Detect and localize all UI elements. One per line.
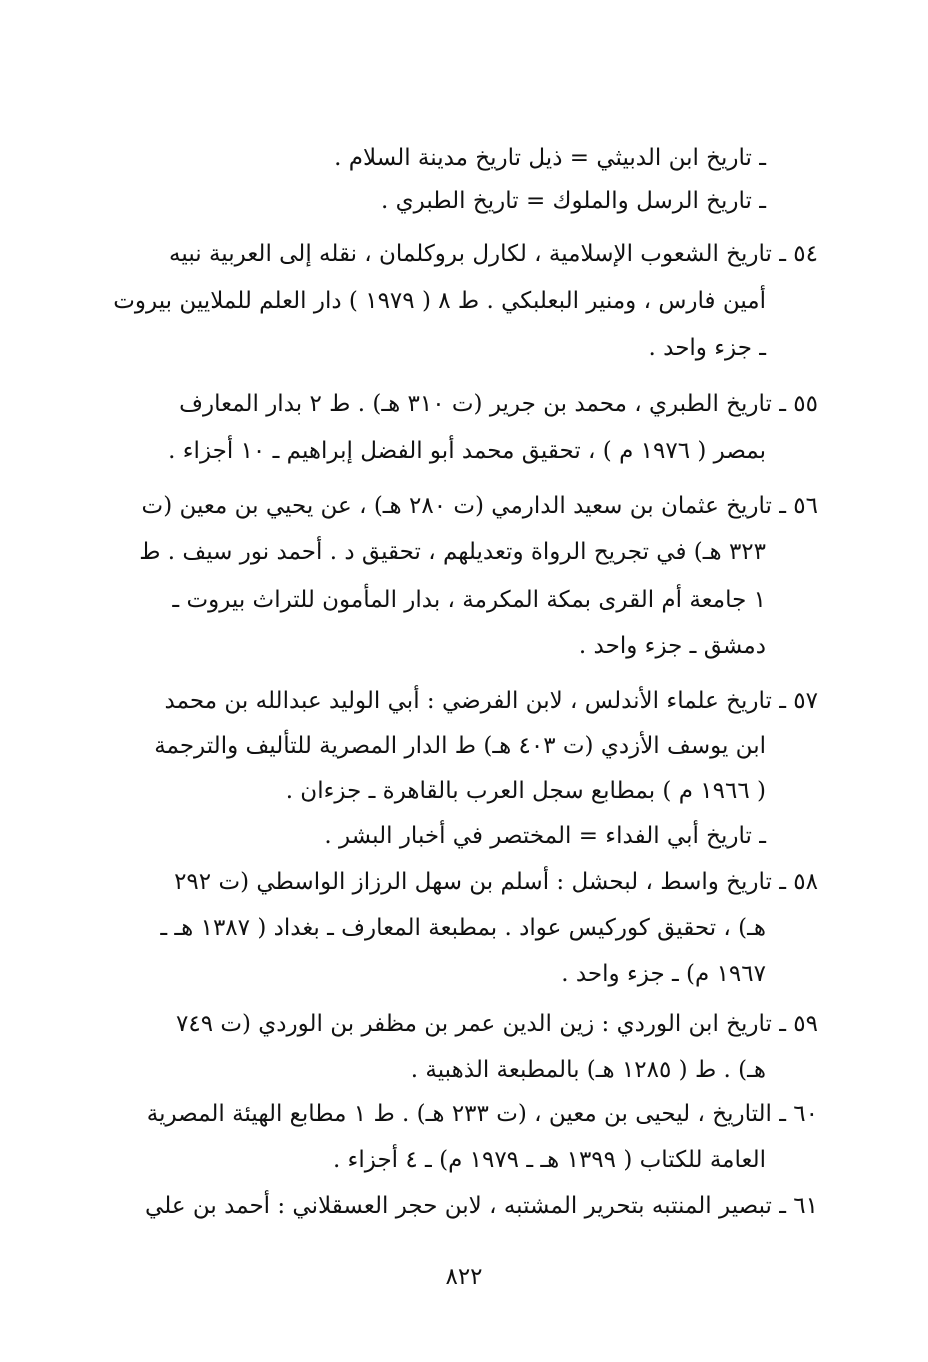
text-line: ٦١ ـ تبصير المنتبه بتحرير المشتبه ، لابن حجر العسقلاني : أحمد بن علي bbox=[145, 1193, 818, 1219]
text-line: ٥٦ ـ تاريخ عثمان بن سعيد الدارمي (ت ٢٨٠ هـ) ، عن يحيي بن معين (ت bbox=[141, 493, 818, 519]
text-line: هـ) . ط ( ١٢٨٥ هـ) بالمطبعة الذهبية . bbox=[410, 1057, 766, 1083]
text-line: ٥٥ ـ تاريخ الطبري ، محمد بن جرير (ت ٣١٠ هـ) . ط ٢ بدار المعارف bbox=[179, 391, 818, 417]
text-line: ٣٢٣ هـ) في تجريح الرواة وتعديلهم ، تحقيق د . أحمد نور سيف . ط bbox=[139, 539, 766, 565]
text-line: ابن يوسف الأزدي (ت ٤٠٣ هـ) ط الدار المصرية للتأليف والترجمة bbox=[154, 733, 766, 759]
text-line: أمين فارس ، ومنير البعلبكي . ط ٨ ( ١٩٧٩ ) دار العلم للملايين بيروت bbox=[113, 288, 766, 314]
text-line: ٦٠ ـ التاريخ ، ليحيى بن معين ، (ت ٢٣٣ هـ) . ط ١ مطابع الهيئة المصرية bbox=[146, 1101, 818, 1127]
text-line: ٥٨ ـ تاريخ واسط ، لبحشل : أسلم بن سهل الرزاز الواسطي (ت ٢٩٢ bbox=[174, 869, 818, 895]
text-line: ١ جامعة أم القرى بمكة المكرمة ، بدار المأمون للتراث بيروت ـ bbox=[172, 587, 766, 613]
text-line: العامة للكتاب ( ١٣٩٩ هـ ـ ١٩٧٩ م) ـ ٤ أجزاء . bbox=[332, 1147, 766, 1173]
text-line: ـ تاريخ أبي الفداء = المختصر في أخبار البشر . bbox=[324, 823, 766, 849]
text-line: ـ تاريخ ابن الدبيثي = ذيل تاريخ مدينة السلام . bbox=[334, 145, 766, 171]
text-line: ٥٩ ـ تاريخ ابن الوردي : زين الدين عمر بن مظفر بن الوردي (ت ٧٤٩ bbox=[175, 1011, 818, 1037]
text-line: ١٩٦٧ م) ـ جزء واحد . bbox=[561, 961, 766, 987]
text-line: ٥٤ ـ تاريخ الشعوب الإسلامية ، لكارل بروكلمان ، نقله إلى العربية نبيه bbox=[169, 241, 818, 267]
text-line: بمصر ( ١٩٧٦ م ) ، تحقيق محمد أبو الفضل إبراهيم ـ ١٠ أجزاء . bbox=[168, 438, 766, 464]
text-line: هـ) ، تحقيق كوركيس عواد . بمطبعة المعارف ـ بغداد ( ١٣٨٧ هـ ـ bbox=[160, 915, 766, 941]
text-line: دمشق ـ جزء واحد . bbox=[578, 633, 766, 659]
text-line: ( ١٩٦٦ م ) بمطابع سجل العرب بالقاهرة ـ جزءان . bbox=[285, 778, 766, 804]
text-line: ـ تاريخ الرسل والملوك = تاريخ الطبري . bbox=[381, 188, 766, 214]
page-number: ٨٢٢ bbox=[445, 1264, 483, 1290]
text-line: ٥٧ ـ تاريخ علماء الأندلس ، لابن الفرضي : أبي الوليد عبدالله بن محمد bbox=[164, 688, 818, 714]
text-line: ـ جزء واحد . bbox=[648, 335, 766, 361]
